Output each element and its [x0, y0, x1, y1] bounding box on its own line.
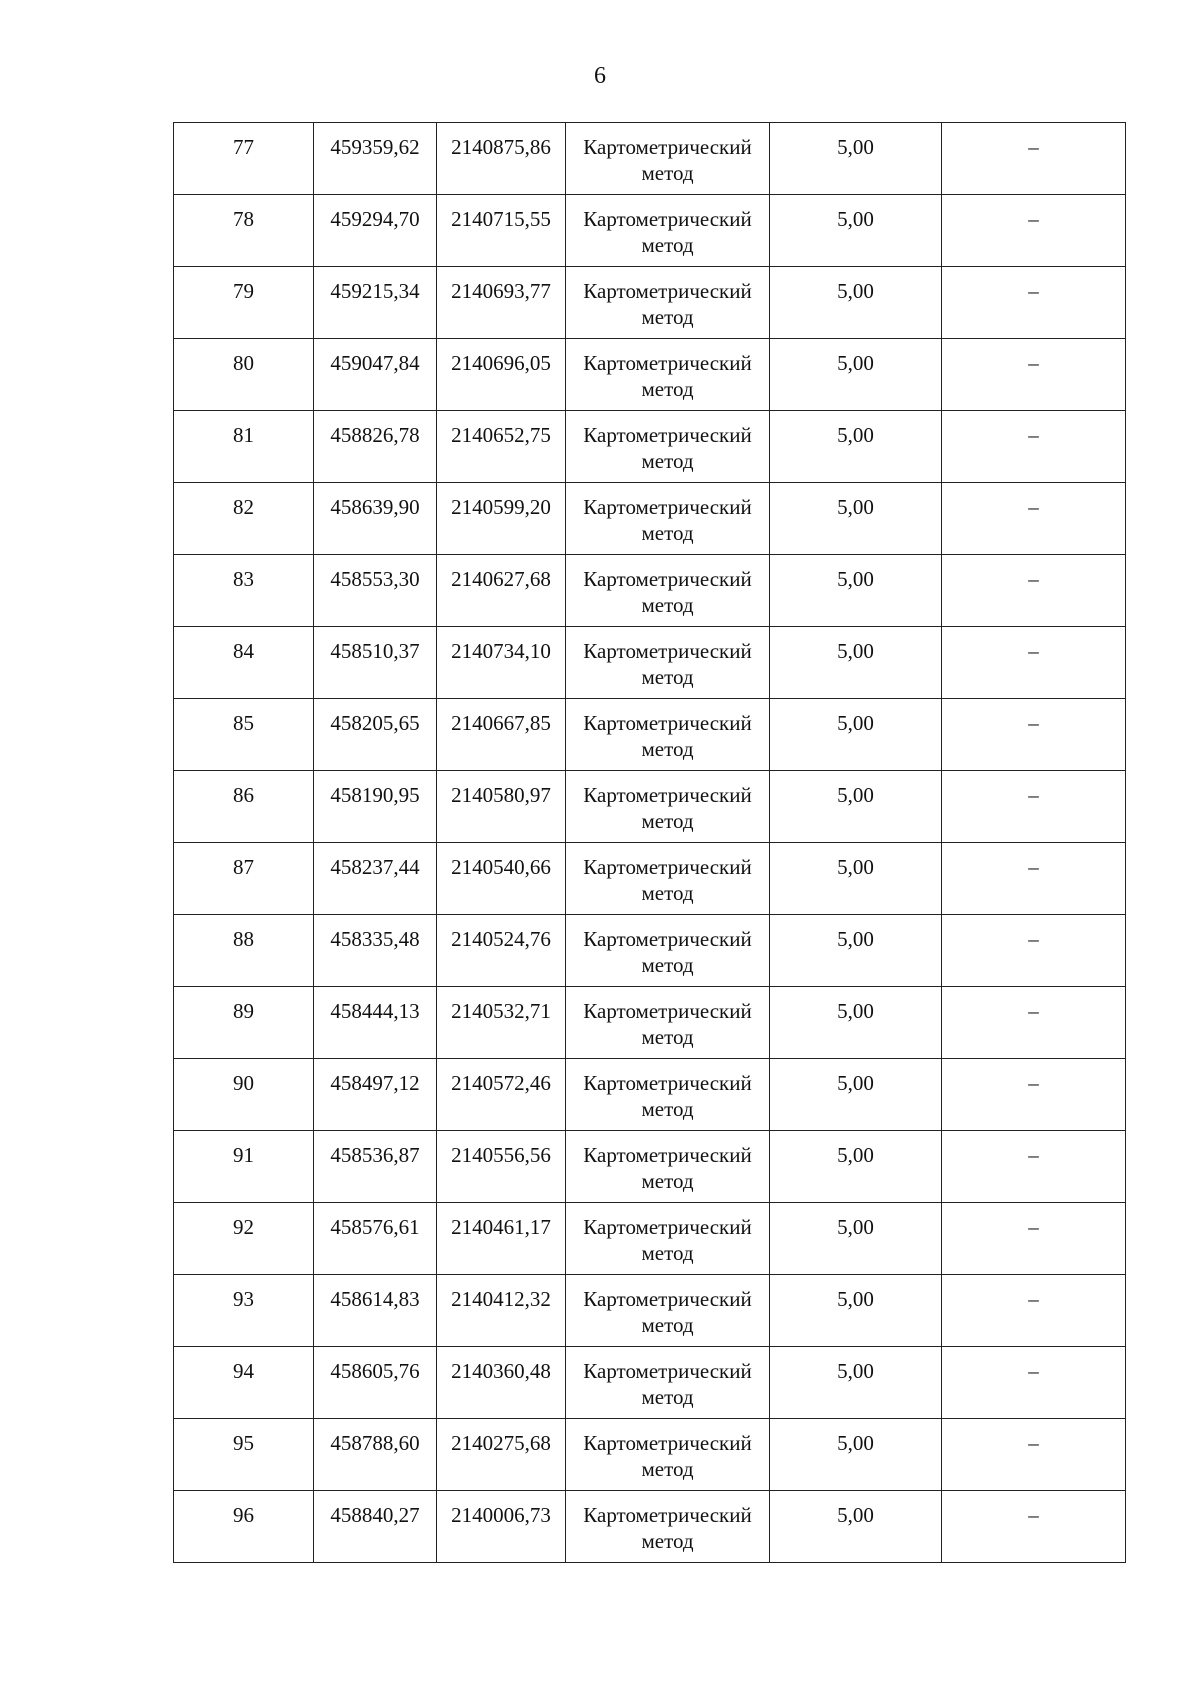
cell-coordinate-x: 458444,13: [314, 987, 437, 1059]
cell-point-number: 95: [174, 1419, 314, 1491]
cell-description: –: [942, 339, 1126, 411]
cell-description: –: [942, 267, 1126, 339]
page-number: 6: [594, 63, 606, 89]
cell-description: –: [942, 915, 1126, 987]
cell-coordinate-y: 2140461,17: [437, 1203, 566, 1275]
cell-coordinate-y: 2140275,68: [437, 1419, 566, 1491]
cell-method: Картометрический метод: [566, 1491, 770, 1563]
cell-coordinate-x: 458788,60: [314, 1419, 437, 1491]
cell-point-number: 78: [174, 195, 314, 267]
cell-coordinate-x: 458205,65: [314, 699, 437, 771]
cell-coordinate-x: 458840,27: [314, 1491, 437, 1563]
table-row: [174, 1419, 1126, 1491]
cell-point-number: 79: [174, 267, 314, 339]
cell-accuracy: 5,00: [770, 987, 942, 1059]
cell-description: –: [942, 699, 1126, 771]
cell-coordinate-y: 2140572,46: [437, 1059, 566, 1131]
cell-accuracy: 5,00: [770, 555, 942, 627]
cell-accuracy: 5,00: [770, 627, 942, 699]
cell-accuracy: 5,00: [770, 1347, 942, 1419]
cell-description: –: [942, 627, 1126, 699]
cell-accuracy: 5,00: [770, 195, 942, 267]
cell-coordinate-x: 458576,61: [314, 1203, 437, 1275]
table-row: [174, 555, 1126, 627]
cell-accuracy: 5,00: [770, 123, 942, 195]
table-row: [174, 987, 1126, 1059]
cell-description: –: [942, 843, 1126, 915]
cell-point-number: 87: [174, 843, 314, 915]
cell-description: –: [942, 123, 1126, 195]
cell-point-number: 96: [174, 1491, 314, 1563]
cell-coordinate-y: 2140006,73: [437, 1491, 566, 1563]
cell-coordinate-x: 458614,83: [314, 1275, 437, 1347]
cell-point-number: 92: [174, 1203, 314, 1275]
cell-point-number: 89: [174, 987, 314, 1059]
table-row: [174, 1059, 1126, 1131]
cell-method: Картометрический метод: [566, 771, 770, 843]
cell-method: Картометрический метод: [566, 843, 770, 915]
cell-coordinate-y: 2140693,77: [437, 267, 566, 339]
cell-point-number: 90: [174, 1059, 314, 1131]
cell-point-number: 77: [174, 123, 314, 195]
cell-description: –: [942, 483, 1126, 555]
cell-accuracy: 5,00: [770, 1275, 942, 1347]
cell-coordinate-y: 2140652,75: [437, 411, 566, 483]
cell-point-number: 86: [174, 771, 314, 843]
cell-coordinate-y: 2140540,66: [437, 843, 566, 915]
cell-method: Картометрический метод: [566, 483, 770, 555]
cell-accuracy: 5,00: [770, 1203, 942, 1275]
table-row: [174, 1347, 1126, 1419]
cell-method: Картометрический метод: [566, 987, 770, 1059]
cell-accuracy: 5,00: [770, 771, 942, 843]
cell-description: –: [942, 1059, 1126, 1131]
cell-point-number: 82: [174, 483, 314, 555]
cell-accuracy: 5,00: [770, 1131, 942, 1203]
cell-method: Картометрический метод: [566, 915, 770, 987]
table-row: [174, 627, 1126, 699]
table-row: [174, 1491, 1126, 1563]
cell-description: –: [942, 555, 1126, 627]
cell-accuracy: 5,00: [770, 267, 942, 339]
table-row: [174, 339, 1126, 411]
table-row: [174, 195, 1126, 267]
cell-method: Картометрический метод: [566, 1419, 770, 1491]
table-row: [174, 1131, 1126, 1203]
table-row: [174, 843, 1126, 915]
cell-point-number: 88: [174, 915, 314, 987]
cell-point-number: 80: [174, 339, 314, 411]
cell-coordinate-x: 458605,76: [314, 1347, 437, 1419]
table-row: [174, 267, 1126, 339]
cell-point-number: 91: [174, 1131, 314, 1203]
cell-description: –: [942, 1131, 1126, 1203]
table-row: [174, 915, 1126, 987]
cell-accuracy: 5,00: [770, 699, 942, 771]
cell-accuracy: 5,00: [770, 411, 942, 483]
cell-coordinate-x: 458510,37: [314, 627, 437, 699]
cell-coordinate-y: 2140580,97: [437, 771, 566, 843]
cell-method: Картометрический метод: [566, 1203, 770, 1275]
cell-coordinate-x: 458536,87: [314, 1131, 437, 1203]
cell-description: –: [942, 1347, 1126, 1419]
coordinates-table-body: [174, 123, 1126, 1563]
table-row: [174, 483, 1126, 555]
cell-coordinate-x: 459047,84: [314, 339, 437, 411]
cell-coordinate-y: 2140524,76: [437, 915, 566, 987]
cell-point-number: 94: [174, 1347, 314, 1419]
cell-coordinate-y: 2140667,85: [437, 699, 566, 771]
cell-method: Картометрический метод: [566, 627, 770, 699]
cell-coordinate-y: 2140875,86: [437, 123, 566, 195]
cell-accuracy: 5,00: [770, 339, 942, 411]
cell-coordinate-y: 2140715,55: [437, 195, 566, 267]
cell-point-number: 81: [174, 411, 314, 483]
cell-coordinate-x: 458237,44: [314, 843, 437, 915]
cell-coordinate-x: 458826,78: [314, 411, 437, 483]
cell-description: –: [942, 1275, 1126, 1347]
cell-point-number: 84: [174, 627, 314, 699]
table-row: [174, 1275, 1126, 1347]
cell-description: –: [942, 411, 1126, 483]
cell-coordinate-y: 2140556,56: [437, 1131, 566, 1203]
cell-method: Картометрический метод: [566, 1131, 770, 1203]
cell-coordinate-y: 2140360,48: [437, 1347, 566, 1419]
cell-method: Картометрический метод: [566, 699, 770, 771]
cell-accuracy: 5,00: [770, 915, 942, 987]
cell-description: –: [942, 1419, 1126, 1491]
cell-accuracy: 5,00: [770, 1491, 942, 1563]
cell-method: Картометрический метод: [566, 267, 770, 339]
coordinates-table: [173, 122, 1126, 1563]
table-row: [174, 699, 1126, 771]
cell-coordinate-x: 458497,12: [314, 1059, 437, 1131]
table-row: [174, 1203, 1126, 1275]
cell-method: Картометрический метод: [566, 1347, 770, 1419]
cell-coordinate-y: 2140599,20: [437, 483, 566, 555]
cell-coordinate-x: 458190,95: [314, 771, 437, 843]
cell-accuracy: 5,00: [770, 843, 942, 915]
cell-method: Картометрический метод: [566, 555, 770, 627]
cell-coordinate-x: 458335,48: [314, 915, 437, 987]
cell-method: Картометрический метод: [566, 1275, 770, 1347]
cell-coordinate-y: 2140627,68: [437, 555, 566, 627]
table-row: [174, 123, 1126, 195]
cell-method: Картометрический метод: [566, 411, 770, 483]
cell-coordinate-y: 2140696,05: [437, 339, 566, 411]
table-row: [174, 411, 1126, 483]
cell-method: Картометрический метод: [566, 1059, 770, 1131]
cell-coordinate-x: 458553,30: [314, 555, 437, 627]
cell-method: Картометрический метод: [566, 123, 770, 195]
cell-coordinate-y: 2140734,10: [437, 627, 566, 699]
cell-coordinate-x: 459294,70: [314, 195, 437, 267]
cell-method: Картометрический метод: [566, 339, 770, 411]
cell-point-number: 93: [174, 1275, 314, 1347]
cell-description: –: [942, 987, 1126, 1059]
cell-coordinate-x: 458639,90: [314, 483, 437, 555]
cell-accuracy: 5,00: [770, 1059, 942, 1131]
cell-description: –: [942, 195, 1126, 267]
cell-method: Картометрический метод: [566, 195, 770, 267]
cell-description: –: [942, 1203, 1126, 1275]
cell-coordinate-y: 2140412,32: [437, 1275, 566, 1347]
cell-point-number: 85: [174, 699, 314, 771]
cell-description: –: [942, 771, 1126, 843]
table-row: [174, 771, 1126, 843]
cell-coordinate-x: 459359,62: [314, 123, 437, 195]
cell-accuracy: 5,00: [770, 483, 942, 555]
cell-description: –: [942, 1491, 1126, 1563]
cell-accuracy: 5,00: [770, 1419, 942, 1491]
cell-coordinate-y: 2140532,71: [437, 987, 566, 1059]
cell-point-number: 83: [174, 555, 314, 627]
cell-coordinate-x: 459215,34: [314, 267, 437, 339]
